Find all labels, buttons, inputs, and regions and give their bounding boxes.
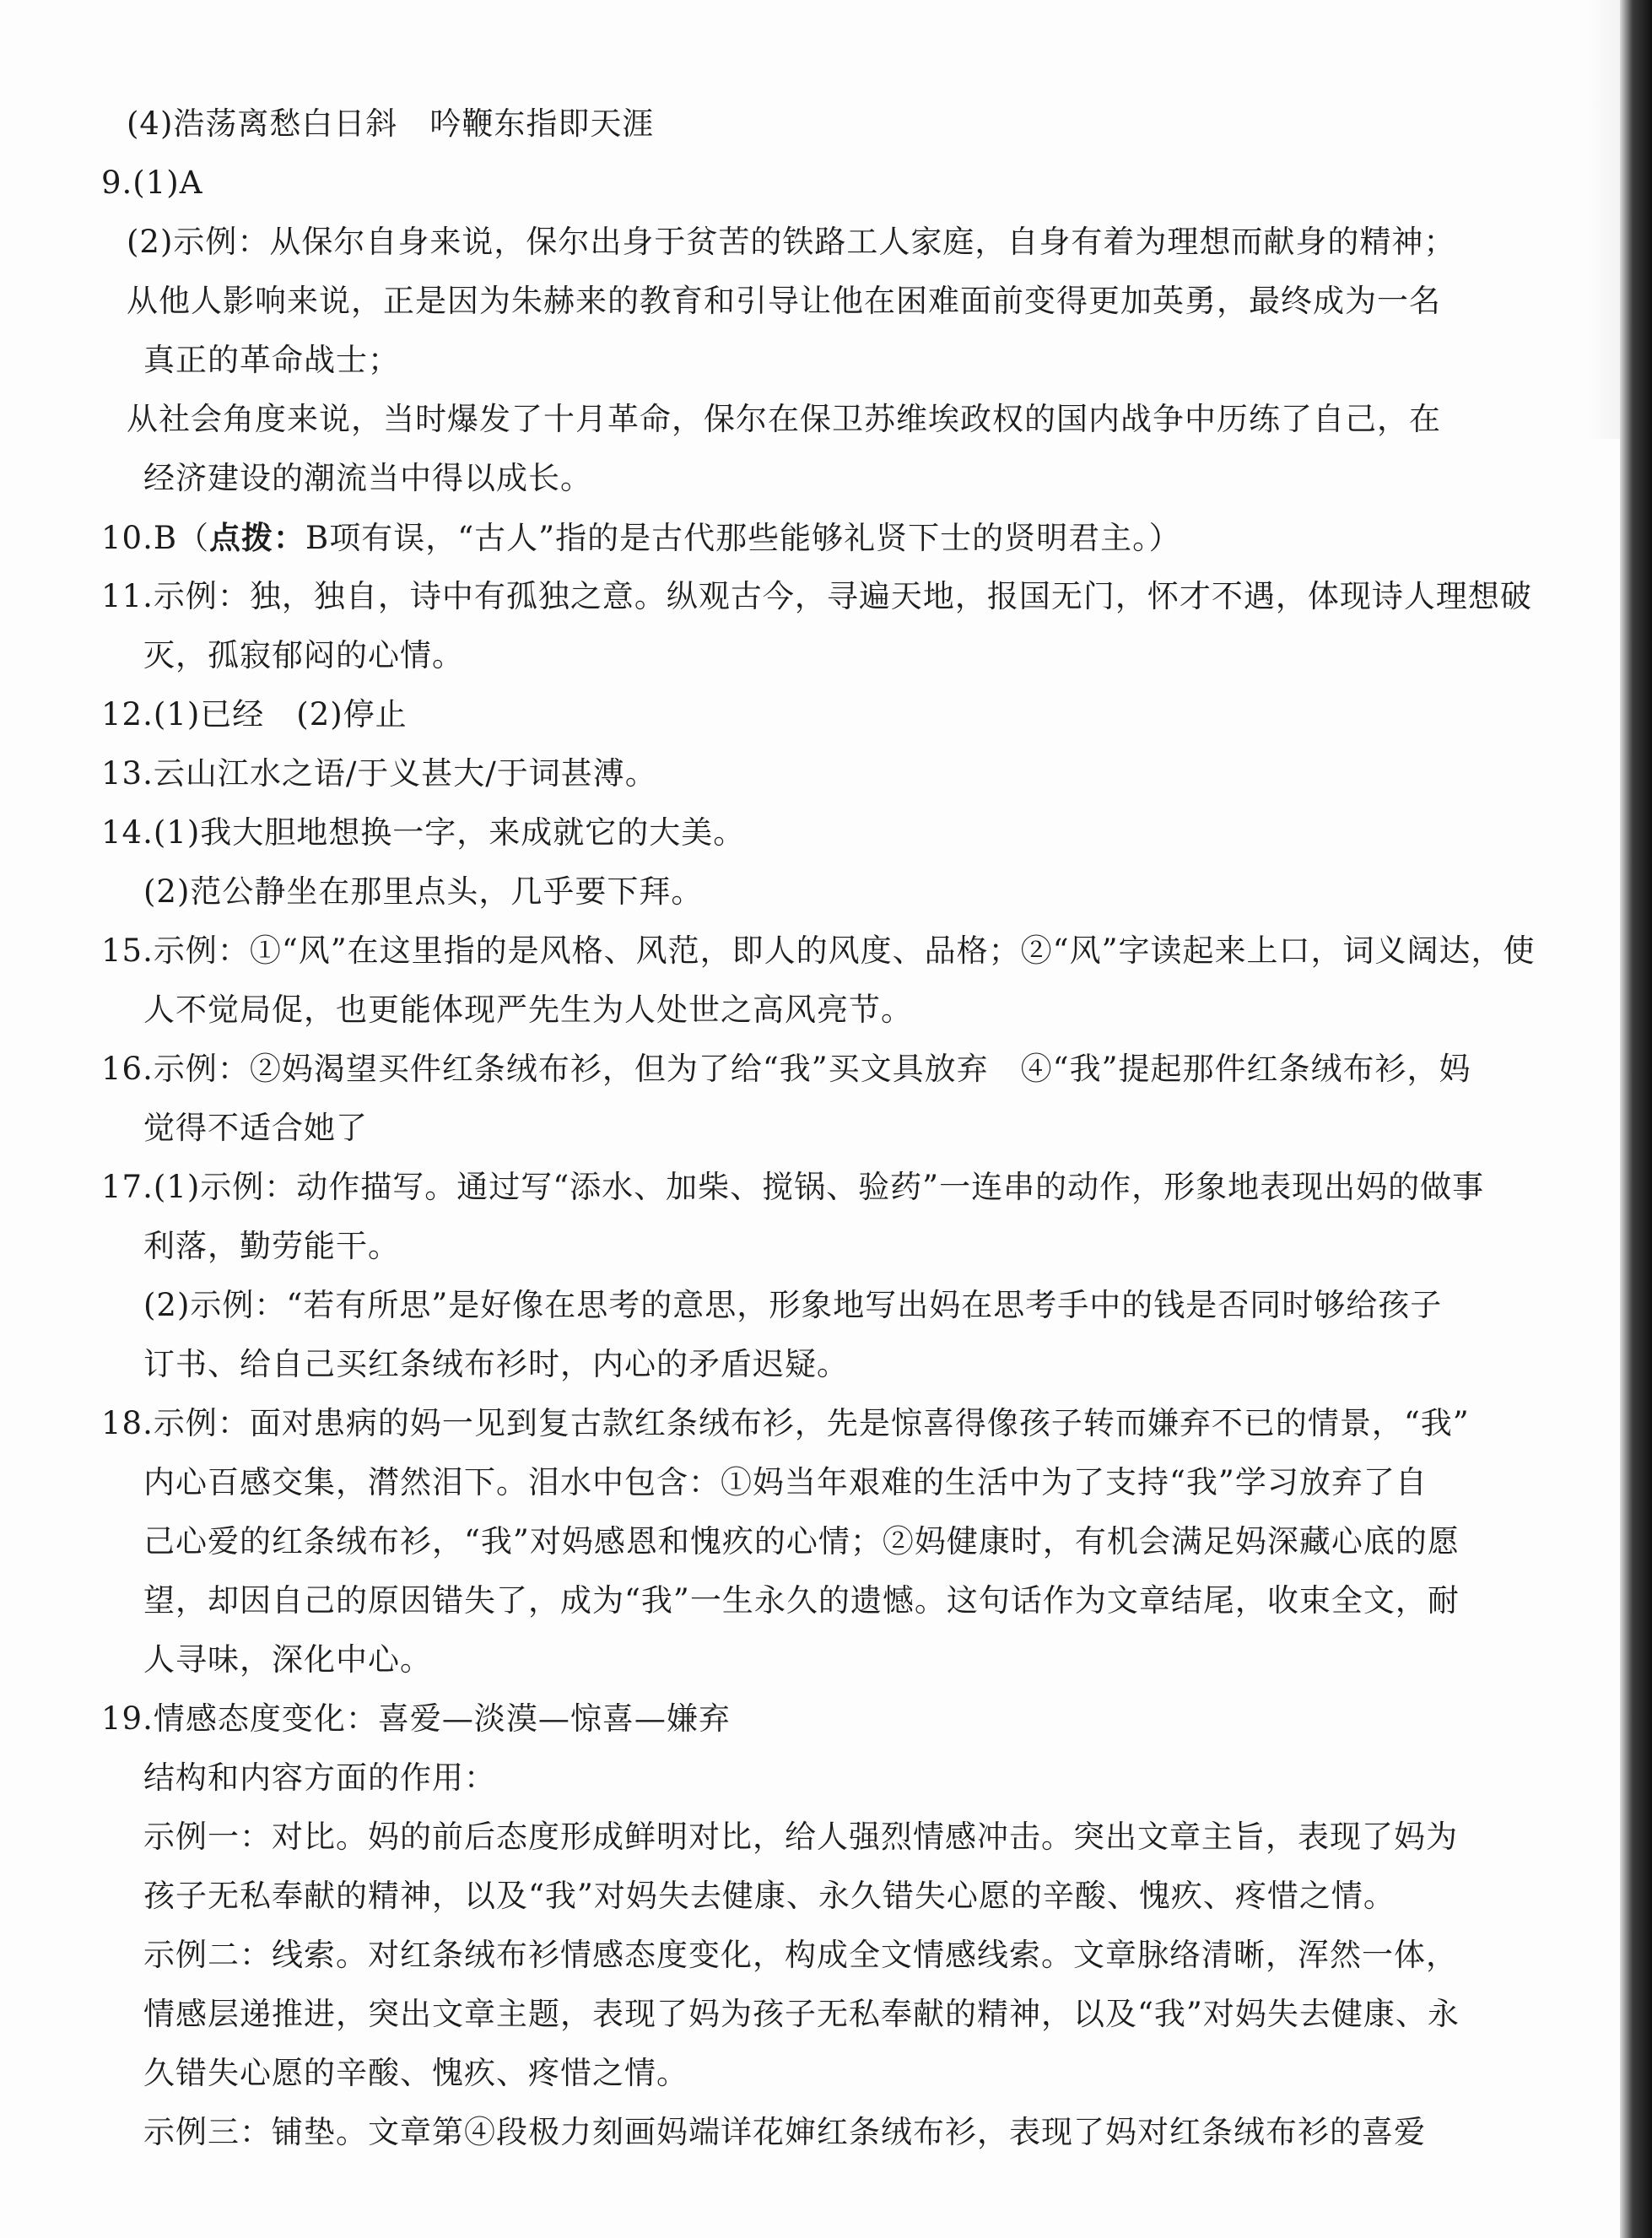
text-line: (4)浩荡离愁白日斜 吟鞭东指即天涯 xyxy=(127,105,655,142)
q10-answer: 10.B xyxy=(101,520,178,556)
text-line: 觉得不适合她了 xyxy=(143,1110,368,1146)
text-line: 人不觉局促，也更能体现严先生为人处世之高风亮节。 xyxy=(143,992,913,1028)
text-line: (2)示例：“若有所思”是好像在思考的意思，形象地写出妈在思考手中的钱是否同时够给孩子 xyxy=(143,1287,1443,1323)
text-line: 13.云山江水之语/于义甚大/于词甚溥。 xyxy=(101,755,657,792)
scan-edge xyxy=(1620,0,1652,2238)
text-line-q10 xyxy=(101,508,1451,567)
text-line: 灭，孤寂郁闷的心情。 xyxy=(143,637,464,673)
answer-text xyxy=(101,95,1536,2162)
text-line: 示例二：线索。对红条绒布衫情感态度变化，构成全文情感线索。文章脉络清晰，浑然一体， xyxy=(143,1937,1458,1973)
text-line: 12.(1)已经 (2)停止 xyxy=(101,696,408,732)
text-line: (2)示例：从保尔自身来说，保尔出身于贫苦的铁路工人家庭，自身有着为理想而献身的精神； xyxy=(127,224,1456,260)
text-line: 14.(1)我大胆地想换一字，来成就它的大美。 xyxy=(101,814,746,851)
text-line: 结构和内容方面的作用： xyxy=(143,1760,496,1796)
q10-note-open: （ xyxy=(177,520,210,556)
text-line: 从社会角度来说，当时爆发了十月革命，保尔在保卫苏维埃政权的国内战争中历练了自己，在 xyxy=(127,401,1441,437)
text-line: 18.示例：面对患病的妈一见到复古款红条绒布衫，先是惊喜得像孩子转而嫌弃不已的情景，“我” xyxy=(101,1405,1470,1441)
text-line: 内心百感交集，潸然泪下。泪水中包含：①妈当年艰难的生活中为了支持“我”学习放弃了自 xyxy=(143,1464,1428,1500)
text-line: 久错失心愿的辛酸、愧疚、疼惜之情。 xyxy=(143,2055,688,2091)
text-line: 9.(1)A xyxy=(101,165,203,201)
text-line: 情感层递推进，突出文章主题，表现了妈为孩子无私奉献的精神，以及“我”对妈失去健康、永 xyxy=(143,1996,1460,2032)
text-line: 人寻味，深化中心。 xyxy=(143,1641,432,1678)
text-line: 己心爱的红条绒布衫，“我”对妈感恩和愧疚的心情；②妈健康时，有机会满足妈深藏心底的愿 xyxy=(143,1523,1460,1560)
text-line: 订书、给自己买红条绒布衫时，内心的矛盾迟疑。 xyxy=(143,1346,849,1382)
text-line: 示例一：对比。妈的前后态度形成鲜明对比，给人强烈情感冲击。突出文章主旨，表现了妈为 xyxy=(143,1819,1458,1855)
q10-note-text: B项有误，“古人”指的是古代那些能够礼贤下士的贤明君主。） xyxy=(305,520,1181,556)
text-line: 11.示例：独，独自，诗中有孤独之意。纵观古今，寻遍天地，报国无门，怀才不遇，体现诗人理想破 xyxy=(101,578,1532,614)
text-line: 从他人影响来说，正是因为朱赫来的教育和引导让他在困难面前变得更加英勇，最终成为一名 xyxy=(127,283,1441,319)
text-line: 望，却因自己的原因错失了，成为“我”一生永久的遗憾。这句话作为文章结尾，收束全文，耐 xyxy=(143,1582,1460,1619)
text-line: 16.示例：②妈渴望买件红条绒布衫，但为了给“我”买文具放弃 ④“我”提起那件红条绒布衫，妈 xyxy=(101,1051,1471,1087)
text-line: 示例三：铺垫。文章第④段极力刻画妈端详花婶红条绒布衫，表现了妈对红条绒布衫的喜爱 xyxy=(143,2114,1426,2150)
text-line: 经济建设的潮流当中得以成长。 xyxy=(143,460,592,496)
text-line: 19.情感态度变化：喜爱—淡漠—惊喜—嫌弃 xyxy=(101,1700,731,1737)
text-line: 17.(1)示例：动作描写。通过写“添水、加柴、搅锅、验药”一连串的动作，形象地表现出妈的做事 xyxy=(101,1169,1485,1205)
text-line: 15.示例：①“风”在这里指的是风格、风范，即人的风度、品格；②“风”字读起来上口，词义阔达，使 xyxy=(101,932,1536,969)
scan-shadow xyxy=(1586,0,1620,439)
text-line: 真正的革命战士； xyxy=(143,342,400,378)
text-line: 孩子无私奉献的精神，以及“我”对妈失去健康、永久错失心愿的辛酸、愧疚、疼惜之情。 xyxy=(143,1878,1396,1914)
text-line: 利落，勤劳能干。 xyxy=(143,1228,400,1264)
q10-note-label: 点拨： xyxy=(209,519,306,556)
text-line: (2)范公静坐在那里点头，几乎要下拜。 xyxy=(143,873,704,910)
